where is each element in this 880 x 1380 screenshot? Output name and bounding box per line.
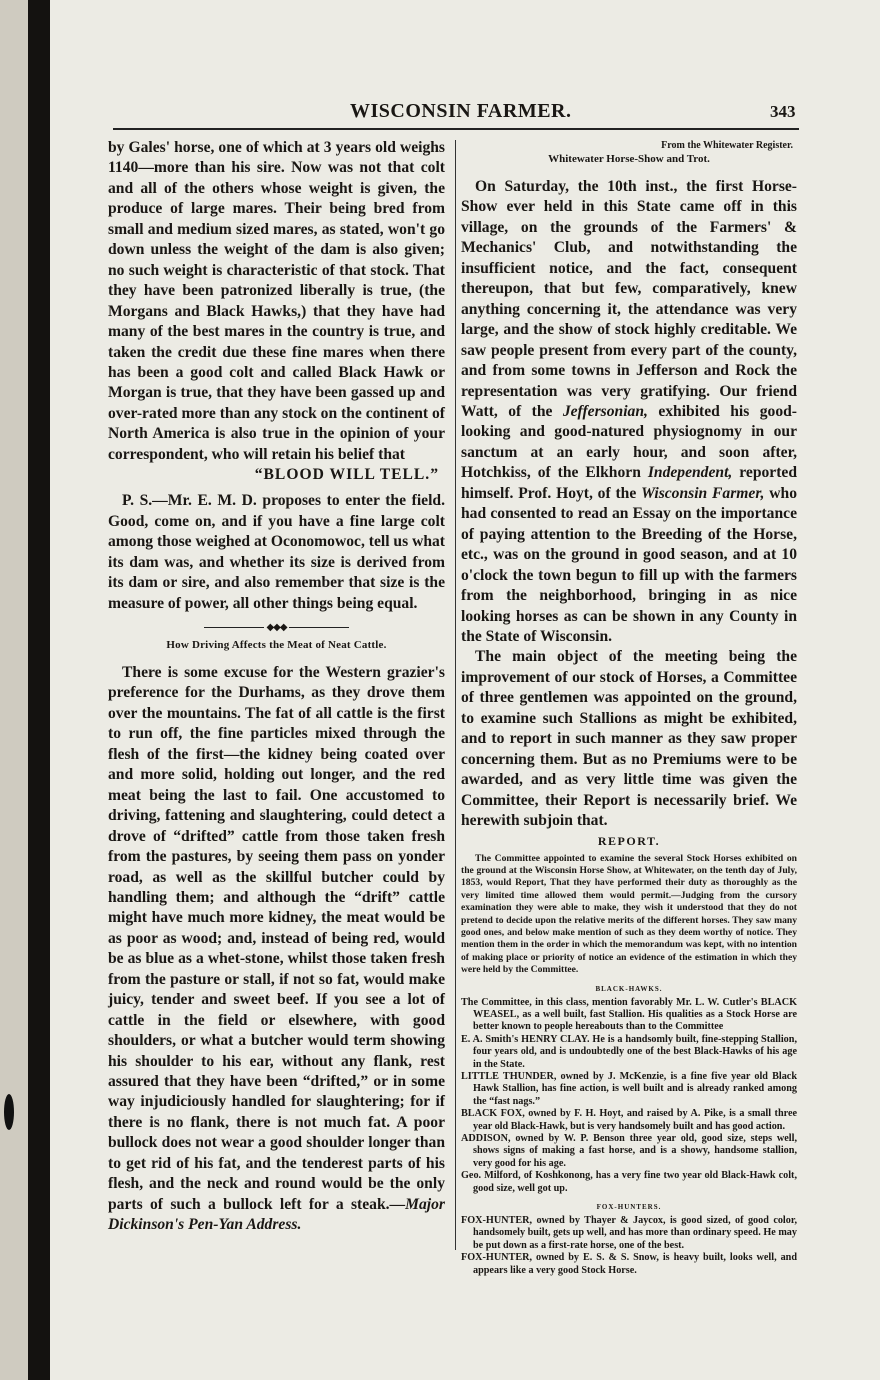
section-divider: ◆◆◆ bbox=[108, 622, 445, 633]
report-entry: FOX-HUNTER, owned by E. S. & S. Snow, is heavy built, looks well, and appears like a very good Stock Horse. bbox=[461, 1252, 797, 1276]
report-entry: FOX-HUNTER, owned by Thayer & Jaycox, is good sized, of good color, handsomely built, gets up well, and has more than ordinary speed. He may be put down as a first-rate horse, one of the best. bbox=[461, 1215, 797, 1251]
report-entry: The Committee, in this class, mention favorably Mr. L. W. Cutler's BLACK WEASEL, as a well built, fast Stallion. His qualities as a Stock Horse are better known to people hereabouts than to the Committee bbox=[461, 996, 797, 1033]
report-entry: Geo. Milford, of Koshkonong, has a very fine two year old Black-Hawk colt, good size, well got up. bbox=[461, 1170, 797, 1194]
report-body: The Committee appointed to examine the several Stock Horses exhibited on the ground at the Wisconsin Horse Show, at Whitewater, on the tenth day of July, 1853, would Report, That they have performed their duty as thoroughly as the very limited time allowed them would permit.—Judging from the cursory examination they were able to make, they wish it understood that they do not pretend to decide upon the relative merits of the different horses. They saw many good ones, and below make mention of such as they deem worthy of notice. They mention them in the order in which the memorandum was kept, with no intention of making place or priority of notice an evidence of the estimation in which they were held by the Committee. bbox=[461, 852, 797, 976]
horse-show-paragraph-2: The main object of the meeting being the improvement of our stock of Horses, a Committee of three gentlemen was appointed on the ground, to examine such Stallions as might be exhibited, and to report in such manner as they saw proper concerning them. But as no Premiums were to be awarded, and as very little time was given the Committee, their Report is necessarily brief. We herewith subjoin that. bbox=[461, 648, 797, 830]
article-title: How Driving Affects the Meat of Neat Cattle. bbox=[166, 638, 387, 651]
horse-show-paragraph-1: On Saturday, the 10th inst., the first Horse-Show ever held in this State came off in this village, on the grounds of the Farmers' & Mechanics' Club, and notwithstanding the insufficient notice, and the fact, consequent thereupon, that but few, comparatively, knew anything concerning it, the attendance was very large, and the show of stock highly creditable. We saw people present from every part of the county, and from some towns in Jefferson and Rock the representation was very gratifying. Our friend Watt, of the Jeffersonian, exhibited his good-looking and good-natured physiognomy in our sanctum at an early hour, and soon after, Hotchkiss, of the Elkhorn Independent, reported himself. Prof. Hoyt, of the Wisconsin Farmer, who had consented to read an Essay on the importance of paying attention to the Breeding of the Horse, etc., was on the ground in good season, and at 10 o'clock the town begun to fill up with the farmers from the neighborhood, bringing in as nice looking horses as can be shown in any County in the State of Wisconsin. bbox=[461, 178, 798, 645]
report-entry: LITTLE THUNDER, owned by J. McKenzie, is a fine five year old Black Hawk Stallion, has fine action, is well built and is already ranked among the “fast nags.” bbox=[461, 1071, 797, 1107]
source-credit: From the Whitewater Register. bbox=[661, 140, 793, 151]
right-column bbox=[461, 138, 797, 1277]
class-heading-black-hawks: BLACK-HAWKS. bbox=[595, 984, 663, 993]
article-attribution: Major Dickinson's Pen-Yan Address. bbox=[108, 1195, 445, 1234]
letter-continuation: by Gales' horse, one of which at 3 years old weighs 1140—more than his sire. Now was not that colt and all of the others whose weight is given, the produce of large mares. Their being bred from small and medium sized mares, as stated, won't go down unless the weight of the dam is also given; no such weight is characteristic of that stock. That they have been patronized liberally is true, (the Morgans and Black Hawks,) that they have had many of the best mares in the country is true, and taken the credit due these fine mares when there has been a good colt and called Black Hawk or Morgan is true, that they have been gassed up and over-rated more than any stock on the continent of North America is also true in the opinion of your correspondent, who will retain his belief that bbox=[108, 139, 445, 463]
binding-shadow bbox=[28, 0, 50, 1380]
running-head: WISCONSIN FARMER. bbox=[350, 100, 572, 122]
header-rule bbox=[113, 128, 799, 130]
article-body: There is some excuse for the Western grazier's preference for the Durhams, as they drove them over the mountains. The fat of all cattle is the first to run off, the fine particles mixed through the flesh of the first—the kidney being coated over and more solid, holding out longer, and the red meat being the last to fail. One accustomed to driving, fattening and slaughtering, could detect a drove of “drifted” cattle from those taken fresh from the pastures, by seeing them pass on yonder road, as well as the skillful butcher could by handling them; and although the “drift” cattle might have much more kidney, the meat would be as poor as wood; and, instead of being red, would be as blue as a whet-stone, whilst those taken fresh from the pasture or stall, if not so fat, would make juicy, tender and sweet beef. If you see a lot of cattle in the field or elsewhere, with good shoulders, or what a butcher would term showing his shoulder to his ear, without any flank, rest assured that they have been “drifted,” or in some way injudiciously handled for slaughtering; for if there is no flank, there is not much fat. A poor bullock does not wear a good shoulder longer than to get rid of his fat, and the tenderest parts of his flesh, and the neck and round would be the only parts of such a bullock left for a steak.—Major Dickinson's Pen-Yan Address. bbox=[108, 663, 445, 1234]
postscript: P. S.—Mr. E. M. D. proposes to enter the field. Good, come on, and if you have a fine large colt among those weighed at Oconomowoc, tell us what its dam was, and whether its size is derived from its dam or sire, and also remember that size is the measure of power, all other things being equal. bbox=[108, 492, 445, 612]
column-rule bbox=[455, 140, 456, 1250]
letter-signoff: “BLOOD WILL TELL.” bbox=[254, 466, 439, 484]
page-number: 343 bbox=[770, 102, 796, 121]
report-entry: ADDISON, owned by W. P. Benson three year old, good size, steps well, shows signs of making a fast horse, and is a showy, handsome stallion, very good for his age. bbox=[461, 1133, 797, 1169]
class-heading-fox-hunters: FOX-HUNTERS. bbox=[596, 1203, 662, 1212]
report-title: REPORT. bbox=[597, 833, 661, 848]
report-entry: E. A. Smith's HENRY CLAY. He is a handsomly built, fine-stepping Stallion, four years old, and is undoubtedly one of the best Black-Hawks of his age in the State. bbox=[461, 1033, 797, 1070]
margin-mark bbox=[4, 1094, 14, 1130]
left-column bbox=[108, 138, 445, 1236]
report-entry: BLACK FOX, owned by F. H. Hoyt, and raised by A. Pike, is a small three year old Black-Hawk, but is very handsomely built and has good action. bbox=[461, 1108, 797, 1132]
horse-show-title: Whitewater Horse-Show and Trot. bbox=[548, 153, 710, 165]
